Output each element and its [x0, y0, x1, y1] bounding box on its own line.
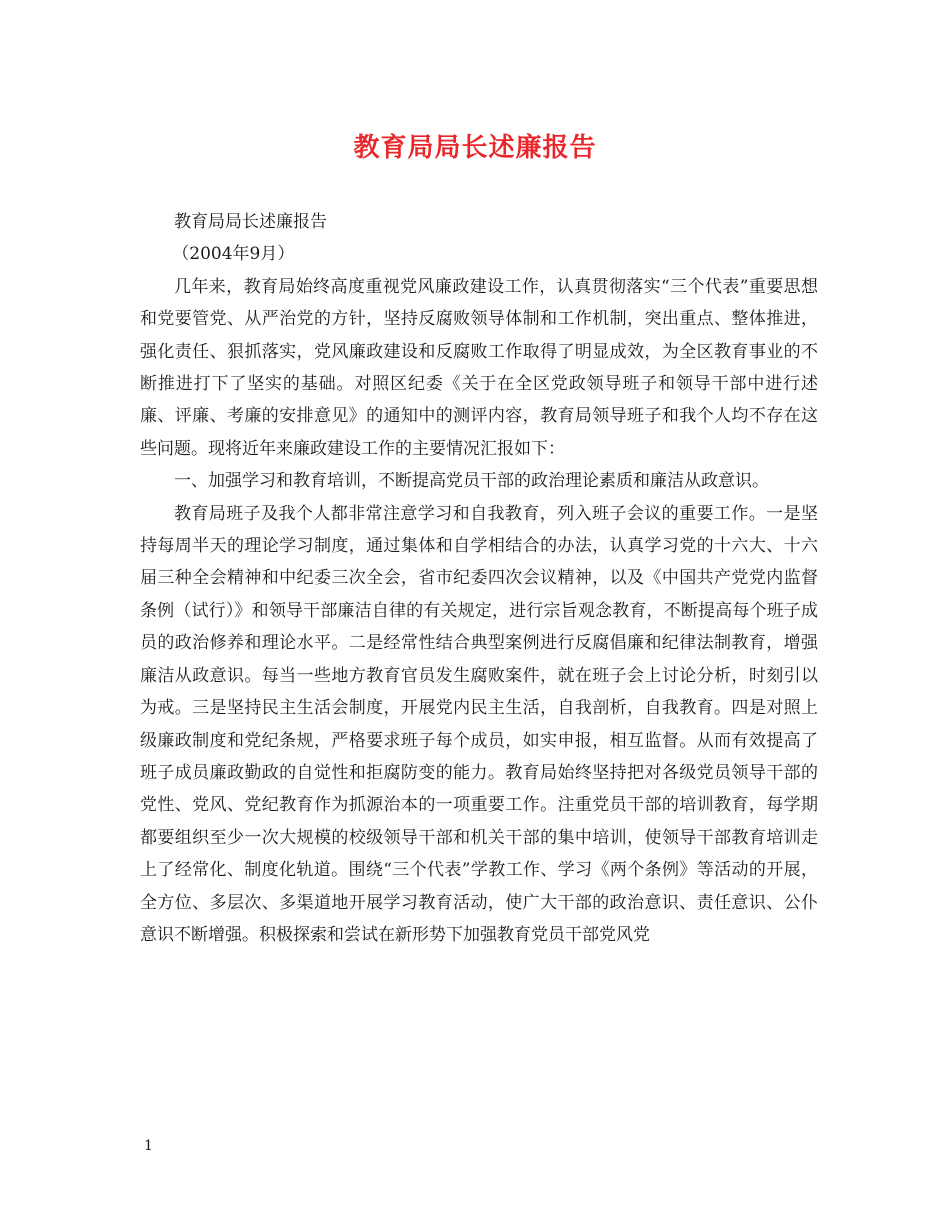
intro-paragraph: 几年来，教育局始终高度重视党风廉政建设工作，认真贯彻落实“三个代表”重要思想和党要管党、从严治党的方针，坚持反腐败领导体制和工作机制，突出重点、整体推进，强化责任、狠抓落实，党风廉政建设和反腐败工作取得了明显成效，为全区教育事业的不断推进打下了坚实的基础。对照区纪委《关于在全区党政领导班子和领导干部中进行述廉、评廉、考廉的安排意见》的通知中的测评内容，教育局领导班子和我个人均不存在这些问题。现将近年来廉政建设工作的主要情况汇报如下： — [140, 276, 818, 459]
document-body — [140, 206, 818, 951]
date-paragraph: （2004年9月） — [172, 244, 295, 265]
section-heading-paragraph: 一、加强学习和教育培训，不断提高党员干部的政治理论素质和廉洁从政意识。 — [174, 471, 769, 492]
page-number: 1 — [144, 1138, 153, 1154]
document-title: 教育局局长述廉报告 — [353, 133, 597, 163]
section-body-paragraph: 教育局班子及我个人都非常注意学习和自我教育，列入班子会议的重要工作。一是坚持每周半天的理论学习制度，通过集体和自学相结合的办法，认真学习党的十六大、十六届三种全会精神和中纪委三次全会，省市纪委四次会议精神，以及《中国共产党党内监督条例（试行）》和领导干部廉洁自律的有关规定，进行宗旨观念教育，不断提高每个班子成员的政治修养和理论水平。二是经常性结合典型案例进行反腐倡廉和纪律法制教育，增强廉洁从政意识。每当一些地方教育官员发生腐败案件，就在班子会上讨论分析，时刻引以为戒。三是坚持民主生活会制度，开展党内民主生活，自我剖析，自我教育。四是对照上级廉政制度和党纪条规，严格要求班子每个成员，如实申报，相互监督。从而有效提高了班子成员廉政勤政的自觉性和拒腐防变的能力。教育局始终坚持把对各级党员领导干部的党性、党风、党纪教育作为抓源治本的一项重要工作。注重党员干部的培训教育，每学期都要组织至少一次大规模的校级领导干部和机关干部的集中培训，使领导干部教育培训走上了经常化、制度化轨道。围绕“三个代表”学教工作、学习《两个条例》等活动的开展，全方位、多层次、多渠道地开展学习教育活动，使广大干部的政治意识、责任意识、公仆意识不断增强。积极探索和尝试在新形势下加强教育党员干部党风党 — [140, 503, 818, 945]
subtitle-paragraph: 教育局局长述廉报告 — [174, 212, 327, 232]
